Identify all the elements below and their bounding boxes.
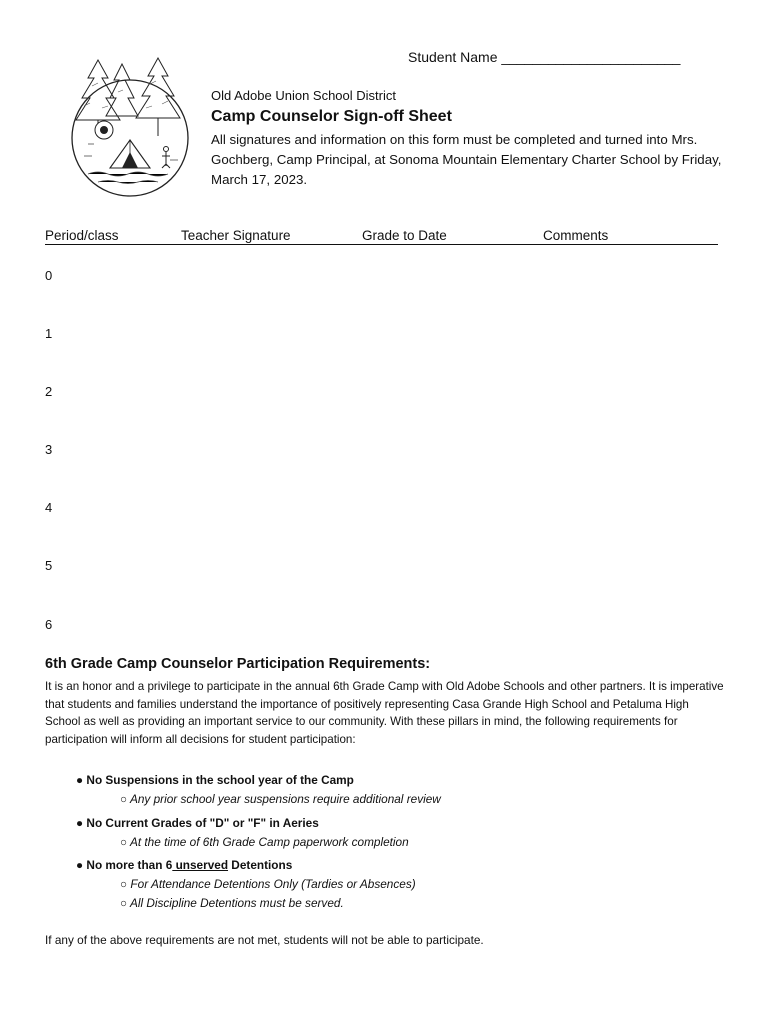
requirement-subitem: ○ All Discipline Detentions must be served.: [120, 896, 344, 910]
unserved-underline: unserved: [172, 858, 229, 872]
requirement-subitem: ○ For Attendance Detentions Only (Tardies or Absences): [120, 877, 416, 891]
instructions-text: All signatures and information on this form must be completed and turned into Mrs. Gochberg, Camp Principal, at Sonoma Mountain Elementary Charter School by Friday, March 17, 2023.: [211, 132, 722, 187]
requirement-subitem: ○ At the time of 6th Grade Camp paperwork completion: [120, 835, 409, 849]
circle-bullet-icon: ○: [120, 896, 128, 910]
requirements-title: 6th Grade Camp Counselor Participation Requirements:: [45, 656, 431, 672]
requirement-subitem: ○ Any prior school year suspensions require additional review: [120, 792, 441, 806]
period-row-0: 0: [45, 268, 53, 283]
period-row-1: 1: [45, 326, 53, 341]
requirement-text: No Suspensions in the school year of the Camp: [86, 773, 354, 787]
column-teacher-signature: Teacher Signature: [181, 228, 291, 243]
bullet-icon: ●: [76, 773, 84, 787]
requirement-text: No more than 6 unserved Detentions: [86, 858, 293, 872]
circle-bullet-icon: ○: [120, 792, 128, 806]
requirement-text: No Current Grades of "D" or "F" in Aeries: [86, 816, 319, 830]
circle-bullet-icon: ○: [120, 835, 128, 849]
bullet-icon: ●: [76, 816, 84, 830]
district-name: Old Adobe Union School District: [211, 88, 396, 103]
requirements-footer: If any of the above requirements are not met, students will not be able to participate.: [45, 933, 484, 947]
bullet-icon: ●: [76, 858, 84, 872]
period-row-6: 6: [45, 617, 53, 632]
camp-logo: [58, 56, 198, 198]
requirement-item-3: [76, 858, 292, 872]
page-title: Camp Counselor Sign-off Sheet: [211, 108, 452, 125]
column-grade-to-date: Grade to Date: [362, 228, 447, 243]
column-comments: Comments: [543, 228, 609, 243]
column-period-class: Period/class: [45, 228, 119, 243]
period-row-5: 5: [45, 558, 53, 573]
student-name-blank: _______________________: [501, 49, 681, 65]
requirement-item-1: [76, 773, 354, 787]
signoff-table-header: [45, 228, 718, 245]
circle-bullet-icon: ○: [120, 877, 128, 891]
period-row-4: 4: [45, 500, 53, 515]
requirement-item-2: [76, 816, 319, 830]
requirements-intro: It is an honor and a privilege to participate in the annual 6th Grade Camp with Old Adobe Schools and other partners. It is imperative that students and families understand the importance of positively representing Casa Grande High School and Petaluma High School as well as providing an important service to our community. With these pillars in mind, the following requirements for participation will inform all decisions for student participation:: [45, 680, 724, 746]
student-name-field: [408, 49, 680, 65]
period-row-3: 3: [45, 442, 53, 457]
period-row-2: 2: [45, 384, 53, 399]
student-name-label: Student Name: [408, 49, 498, 65]
